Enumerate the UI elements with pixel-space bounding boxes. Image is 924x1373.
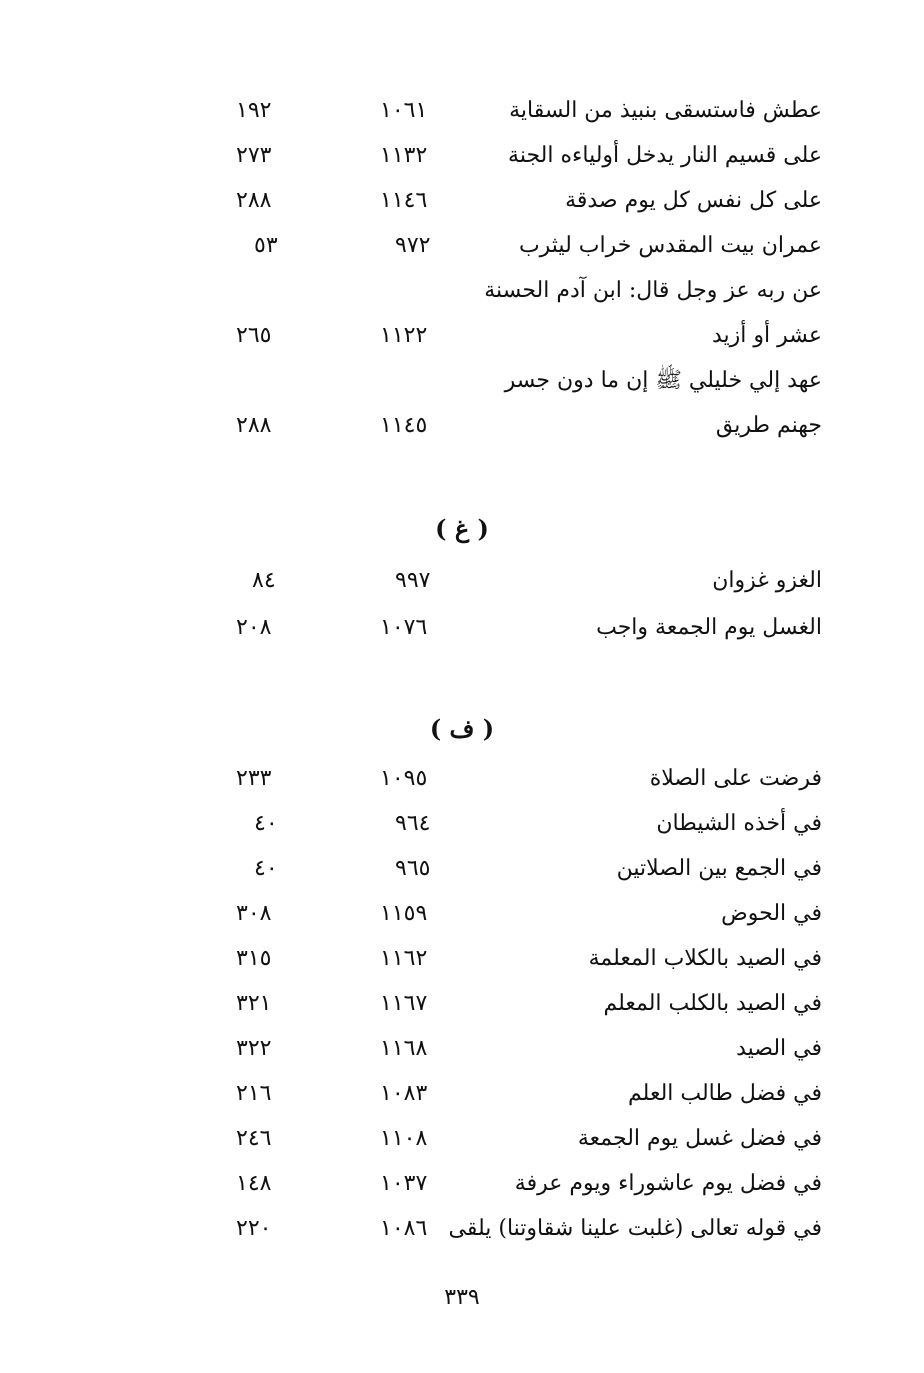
- index-entry: [0, 1123, 924, 1163]
- entry-text: الغزو غزوان: [712, 568, 822, 593]
- hadith-number: ١١٤٦: [380, 188, 428, 213]
- index-entry: [0, 1168, 924, 1208]
- index-entry: [0, 612, 924, 652]
- index-entry: [0, 763, 924, 803]
- hadith-number: ١١٠٨: [380, 1126, 428, 1151]
- section-heading-ghain: ( غ ): [435, 514, 489, 543]
- entry-text: عطش فاستسقى بنبيذ من السقاية: [509, 98, 822, 123]
- hadith-number: ١١٤٥: [380, 413, 428, 438]
- page-reference: ٢٠٨: [236, 615, 272, 640]
- hadith-number: ١١٦٢: [380, 946, 428, 971]
- entry-text: في فضل يوم عاشوراء ويوم عرفة: [514, 1171, 822, 1196]
- hadith-number: ١١٥٩: [380, 901, 428, 926]
- index-entry: [0, 365, 924, 405]
- entry-text: عشر أو أزيد: [711, 323, 822, 348]
- hadith-number: ١٠٨٦: [380, 1216, 428, 1241]
- page-reference: ٢٦٥: [236, 323, 272, 348]
- entry-text: في الصيد: [736, 1036, 822, 1061]
- entry-text: جهنم طريق: [715, 413, 822, 438]
- entry-text: في الصيد بالكلب المعلم: [603, 991, 822, 1016]
- index-entry: [0, 1078, 924, 1118]
- page-reference: ٢٧٣: [236, 143, 272, 168]
- hadith-number: ١١٦٧: [380, 991, 428, 1016]
- page-reference: ٣٠٨: [236, 901, 272, 926]
- hadith-number: ٩٦٥: [395, 856, 431, 881]
- index-entry: [0, 140, 924, 180]
- index-entry: [0, 943, 924, 983]
- entry-text: في الصيد بالكلاب المعلمة: [588, 946, 822, 971]
- entry-text: على قسيم النار يدخل أولياءه الجنة: [508, 143, 822, 168]
- page-reference: ٨٤: [252, 568, 276, 593]
- page-reference: ٣٢١: [236, 991, 272, 1016]
- page-reference: ٢٣٣: [236, 766, 272, 791]
- hadith-number: ٩٦٤: [395, 811, 431, 836]
- index-entry: [0, 275, 924, 315]
- section-heading-fa: ( ف ): [429, 714, 495, 743]
- page-reference: ٢٤٦: [236, 1126, 272, 1151]
- index-entry: [0, 95, 924, 135]
- entry-text: في الحوض: [721, 901, 822, 926]
- entry-text: عن ربه عز وجل قال: ابن آدم الحسنة: [484, 278, 822, 303]
- page-reference: ٣٢٢: [236, 1036, 272, 1061]
- index-entry: [0, 853, 924, 893]
- page-number: ٣٣٩: [444, 1285, 480, 1310]
- entry-text: في أخذه الشيطان: [656, 811, 822, 836]
- index-entry: [0, 565, 924, 605]
- hadith-number: ١٠٣٧: [380, 1171, 428, 1196]
- entry-text: في قوله تعالى (غلبت علينا شقاوتنا) يلقى: [448, 1216, 822, 1241]
- hadith-number: ١٠٦١: [380, 98, 428, 123]
- index-entry: [0, 185, 924, 225]
- index-entry: [0, 1033, 924, 1073]
- hadith-number: ١٠٨٣: [380, 1081, 428, 1106]
- page-reference: ٥٣: [254, 233, 278, 258]
- page-reference: ١٤٨: [236, 1171, 272, 1196]
- page-reference: ٤٠: [254, 856, 278, 881]
- hadith-number: ١٠٩٥: [380, 766, 428, 791]
- page-reference: ٢٨٨: [236, 188, 272, 213]
- page-reference: ٢٢٠: [236, 1216, 272, 1241]
- entry-text: الغسل يوم الجمعة واجب: [596, 615, 822, 640]
- entry-text: عهد إلي خليلي ﷺ إن ما دون جسر: [504, 368, 822, 393]
- index-entry: [0, 230, 924, 270]
- index-entry: [0, 410, 924, 450]
- index-entry: [0, 808, 924, 848]
- hadith-number: ١١٢٢: [380, 323, 428, 348]
- hadith-number: ١١٦٨: [380, 1036, 428, 1061]
- hadith-number: ١١٣٢: [380, 143, 428, 168]
- page-reference: ٢١٦: [236, 1081, 272, 1106]
- entry-text: في الجمع بين الصلاتين: [616, 856, 822, 881]
- page-reference: ٢٨٨: [236, 413, 272, 438]
- entry-text: في فضل طالب العلم: [628, 1081, 822, 1106]
- index-entry: [0, 1213, 924, 1253]
- entry-text: على كل نفس كل يوم صدقة: [565, 188, 822, 213]
- page-reference: ٣١٥: [236, 946, 272, 971]
- entry-text: فرضت على الصلاة: [649, 766, 822, 791]
- page-reference: ٤٠: [254, 811, 278, 836]
- hadith-number: ٩٩٧: [395, 568, 431, 593]
- entry-text: في فضل غسل يوم الجمعة: [577, 1126, 822, 1151]
- hadith-number: ١٠٧٦: [380, 615, 428, 640]
- index-entry: [0, 320, 924, 360]
- hadith-number: ٩٧٢: [395, 233, 431, 258]
- index-entry: [0, 898, 924, 938]
- entry-text: عمران بيت المقدس خراب ليثرب: [518, 233, 822, 258]
- page-reference: ١٩٢: [236, 98, 272, 123]
- index-entry: [0, 988, 924, 1028]
